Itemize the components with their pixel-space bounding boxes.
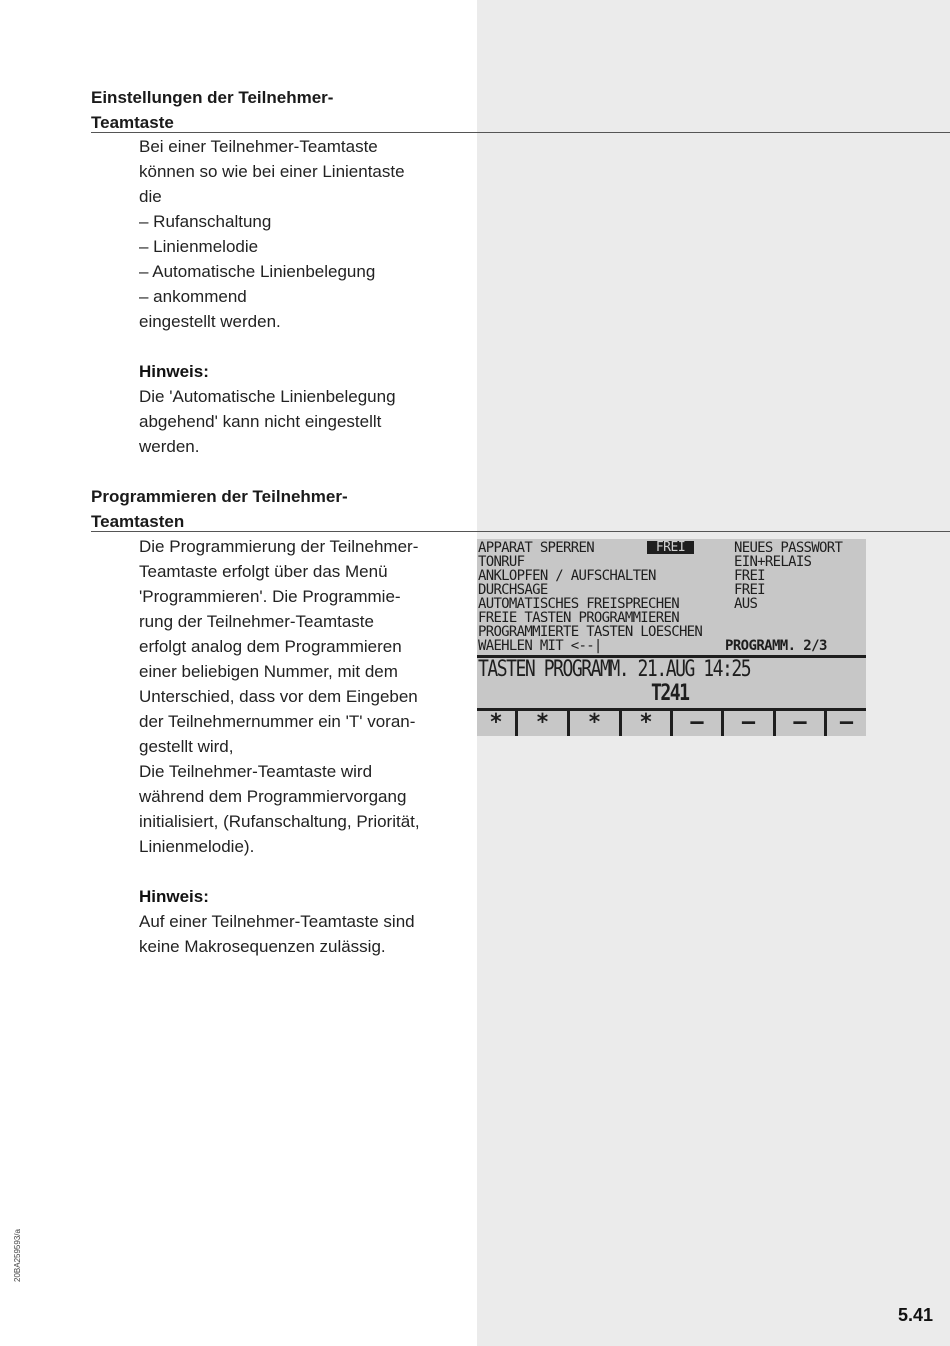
right-value: FREI [734, 568, 765, 584]
note-label: Hinweis: [139, 362, 209, 381]
softkey: — [824, 709, 866, 736]
note-line: werden. [139, 437, 200, 456]
body-line: der Teilnehmernummer ein 'T' voran- [139, 712, 416, 731]
softkey: — [670, 709, 721, 736]
note-line: abgehend' kann nicht eingestellt [139, 412, 382, 431]
section-heading-programmieren [91, 484, 950, 534]
softkey: * [619, 709, 670, 736]
highlighted-value: FREI [647, 541, 694, 554]
note-line: keine Makrosequenzen zulässig. [139, 937, 386, 956]
body-line: erfolgt analog dem Programmieren [139, 637, 402, 656]
body-line: initialisiert, (Rufanschaltung, Priorität, [139, 812, 420, 831]
body-line: 'Programmieren'. Die Programmie- [139, 587, 401, 606]
body-line: während dem Programmiervorgang [139, 787, 407, 806]
body-line: eingestellt werden. [139, 312, 281, 331]
display-code: T241 [651, 681, 689, 706]
menu-item-freie-tasten: FREIE TASTEN PROGRAMMIEREN [478, 610, 679, 626]
right-value: FREI [734, 582, 765, 598]
body-line: rung der Teilnehmer-Teamtaste [139, 612, 374, 631]
menu-item-anklopfen: ANKLOPFEN / AUFSCHALTEN [478, 568, 656, 584]
menu-item-durchsage: DURCHSAGE [478, 582, 548, 598]
list-item: – ankommend [139, 287, 247, 306]
document-code: 20BA259593/a [13, 1229, 22, 1282]
softkey-row [477, 709, 866, 736]
note-label: Hinweis: [139, 887, 209, 906]
menu-item-tonruf: TONRUF [478, 554, 525, 570]
menu-item-tasten-loeschen: PROGRAMMIERTE TASTEN LOESCHEN [478, 624, 703, 640]
menu-item-apparat-sperren: APPARAT SPERREN [478, 540, 594, 556]
body-line: Unterschied, dass vor dem Eingeben [139, 687, 418, 706]
menu-item-waehlen: WAEHLEN MIT <--| [478, 638, 602, 654]
softkey: — [721, 709, 773, 736]
right-value: EIN+RELAIS [734, 554, 812, 570]
body-line: gestellt wird, [139, 737, 234, 756]
heading-line-2: Teamtaste [91, 113, 174, 132]
body-line: einer beliebigen Nummer, mit dem [139, 662, 398, 681]
section-body-programmieren [139, 534, 459, 959]
body-line: die [139, 187, 162, 206]
body-line: Linienmelodie). [139, 837, 255, 856]
body-line: können so wie bei einer Linientaste [139, 162, 405, 181]
body-line: Teamtaste erfolgt über das Menü [139, 562, 388, 581]
section-body-einstellungen [139, 134, 459, 459]
heading-line-1: Programmieren der Teilnehmer- [91, 487, 348, 506]
display-main-line: TASTEN PROGRAMM. 21.AUG 14:25 [478, 657, 751, 682]
softkey: — [773, 709, 824, 736]
softkey: * [515, 709, 567, 736]
page-number: 5.41 [897, 1305, 933, 1325]
softkey: * [567, 709, 619, 736]
right-value: NEUES PASSWORT [734, 540, 843, 556]
menu-page-status: PROGRAMM. 2/3 [725, 638, 827, 654]
phone-display [477, 539, 866, 736]
right-value: AUS [734, 596, 758, 612]
section-divider [91, 132, 950, 133]
menu-item-freisprechen: AUTOMATISCHES FREISPRECHEN [478, 596, 679, 612]
body-line: Die Teilnehmer-Teamtaste wird [139, 762, 373, 781]
softkey: * [489, 710, 503, 735]
list-item: – Automatische Linienbelegung [139, 262, 376, 281]
body-line: Die Programmierung der Teilnehmer- [139, 537, 419, 556]
heading-line-2: Teamtasten [91, 512, 185, 531]
heading-line-1: Einstellungen der Teilnehmer- [91, 88, 334, 107]
section-divider [91, 531, 950, 532]
note-line: Auf einer Teilnehmer-Teamtaste sind [139, 912, 415, 931]
section-heading-einstellungen [91, 85, 950, 135]
list-item: – Linienmelodie [139, 237, 259, 256]
list-item: – Rufanschaltung [139, 212, 272, 231]
note-line: Die 'Automatische Linienbelegung [139, 387, 396, 406]
body-line: Bei einer Teilnehmer-Teamtaste [139, 137, 378, 156]
